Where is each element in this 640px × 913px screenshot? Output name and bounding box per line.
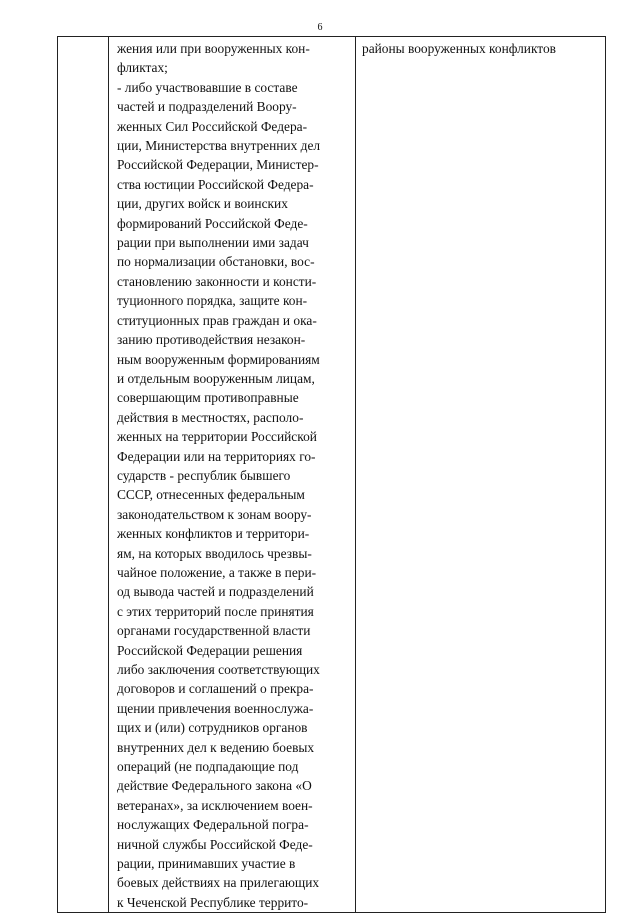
text-line: ции, других войск и воинских (117, 196, 288, 212)
table-cell-number (58, 37, 109, 913)
text-line: рации при выполнении ими задач (117, 235, 309, 251)
text-line: районы вооруженных конфликтов (362, 41, 556, 56)
text-line: внутренних дел к ведению боевых (117, 739, 315, 755)
text-line: частей и подразделений Воору- (117, 99, 297, 115)
text-line: договоров и соглашений о прекра- (117, 681, 314, 697)
text-line: женных Сил Российской Федера- (117, 118, 308, 134)
page-number: 6 (317, 22, 323, 33)
category-text (109, 37, 355, 912)
table-row (58, 37, 606, 913)
text-line: с этих территорий после принятия (117, 603, 314, 619)
text-line: становлению законности и консти- (117, 273, 317, 289)
text-line: боевых действиях на прилегающих (117, 875, 320, 891)
text-line: щении привлечения военнослужа- (117, 700, 314, 716)
text-line: женных конфликтов и территори- (117, 526, 310, 542)
text-line: Российской Федерации, Министер- (117, 157, 319, 173)
text-line: ции, Министерства внутренних дел (117, 138, 321, 154)
text-line: щих и (или) сотрудников органов (117, 720, 308, 736)
text-line: операций (не подпадающие под (117, 759, 299, 775)
text-line: либо заключения соответствующих (117, 662, 320, 677)
text-line: Российской Федерации решения (117, 642, 303, 658)
text-line: сударств - республик бывшего (117, 467, 291, 483)
text-line: чайное положение, а также в пери- (117, 564, 317, 580)
text-line: по нормализации обстановки, вос- (117, 254, 315, 270)
text-line: - либо участвовавшие в составе (117, 79, 298, 95)
text-line: туционного порядка, защите кон- (117, 293, 308, 309)
text-line: од вывода частей и подразделений (117, 584, 314, 600)
document-table (57, 36, 606, 913)
text-line: СССР, отнесенных федеральным (117, 487, 305, 503)
table-cell-territory (356, 37, 606, 913)
text-line: занию противодействия незакон- (117, 332, 306, 348)
text-line: ституционных прав граждан и ока- (117, 312, 317, 328)
text-line: женных на территории Российской (117, 429, 317, 445)
text-line: Федерации или на территориях го- (117, 448, 316, 464)
text-line: совершающим противоправные (117, 390, 299, 406)
text-line: к Чеченской Республике террито- (117, 894, 309, 910)
text-line: формирований Российской Феде- (117, 215, 308, 231)
text-line: фликтах; (117, 60, 168, 76)
text-line: рации, принимавших участие в (117, 856, 296, 872)
table-cell-category (109, 37, 356, 913)
text-line: нослужащих Федеральной погра- (117, 817, 309, 833)
text-line: ветеранах», за исключением воен- (117, 797, 313, 813)
text-line: действие Федерального закона «О (117, 778, 312, 794)
text-line: и отдельным вооруженным лицам, (117, 370, 315, 386)
text-line: ям, на которых вводилось чрезвы- (117, 545, 312, 561)
territory-text (356, 37, 605, 58)
text-line: ным вооруженным формированиям (117, 351, 320, 367)
text-line: органами государственной власти (117, 623, 311, 639)
text-line: ничной службы Российской Феде- (117, 836, 313, 852)
text-line: законодательством к зонам воору- (117, 506, 312, 522)
text-line: жения или при вооруженных кон- (117, 41, 310, 56)
text-line: ства юстиции Российской Федера- (117, 176, 314, 192)
text-line: действия в местностях, располо- (117, 409, 304, 425)
